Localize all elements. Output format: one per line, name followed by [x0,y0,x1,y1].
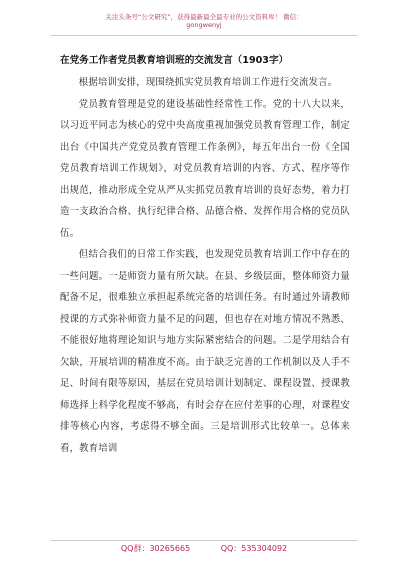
footer-qq: QQ：535304092 [220,544,288,553]
footer [50,540,358,554]
paragraph: 但结合我们的日常工作实践，也发现党员教育培训工作中存在的一些问题。一是师资力量有所欠缺。在县、乡级层面，整体师资力量配备不足，很难独立承担起系统完备的培训任务。有时通过外请教师授课的方式弥补师资力量不足的问题，但也存在对地方情况不熟悉、不能很好地将理论知识与地方实际紧密结合的问题。二是学用结合有欠缺，开展培训的精准度不高。由于缺乏完善的工作机制以及人手不足、时间有限等原因，基层在党员培训计划制定、课程设置、授课教师选择上科学化程度不够高，有时会存在应付差事的心理，对课程安排等核心内容，考虑得不够全面。三是培训形式比较单一。总体来看，教育培训 [60,249,350,454]
document-title: 在党务工作者党员教育培训班的交流发言（1903字） [60,55,289,66]
paragraph: 根据培训安排，现围绕抓实党员教育培训工作进行交流发言。 [78,77,338,88]
header-banner: 关注头条号“公文研究”，获得最新最全最专业的公文资料库！ 微信：gongwenyj [50,12,358,36]
paragraph: 党员教育管理是党的建设基础性经常性工作。党的十八大以来，以习近平同志为核心的党中央高度重视加强党员教育管理工作，制定出台《中国共产党党员教育管理工作条例》，每五年出台一份《全国党员教育培训工作规划》，对党员教育培训的内容、方式、程序等作出规范，推动形成全党从严从实抓党员教育培训的良好态势，着力打造一支政治合格、执行纪律合格、品德合格、发挥作用合格的党员队伍。 [60,98,350,239]
document-page [60,52,350,459]
footer-qq-group: QQ群：30265665 [120,544,191,553]
